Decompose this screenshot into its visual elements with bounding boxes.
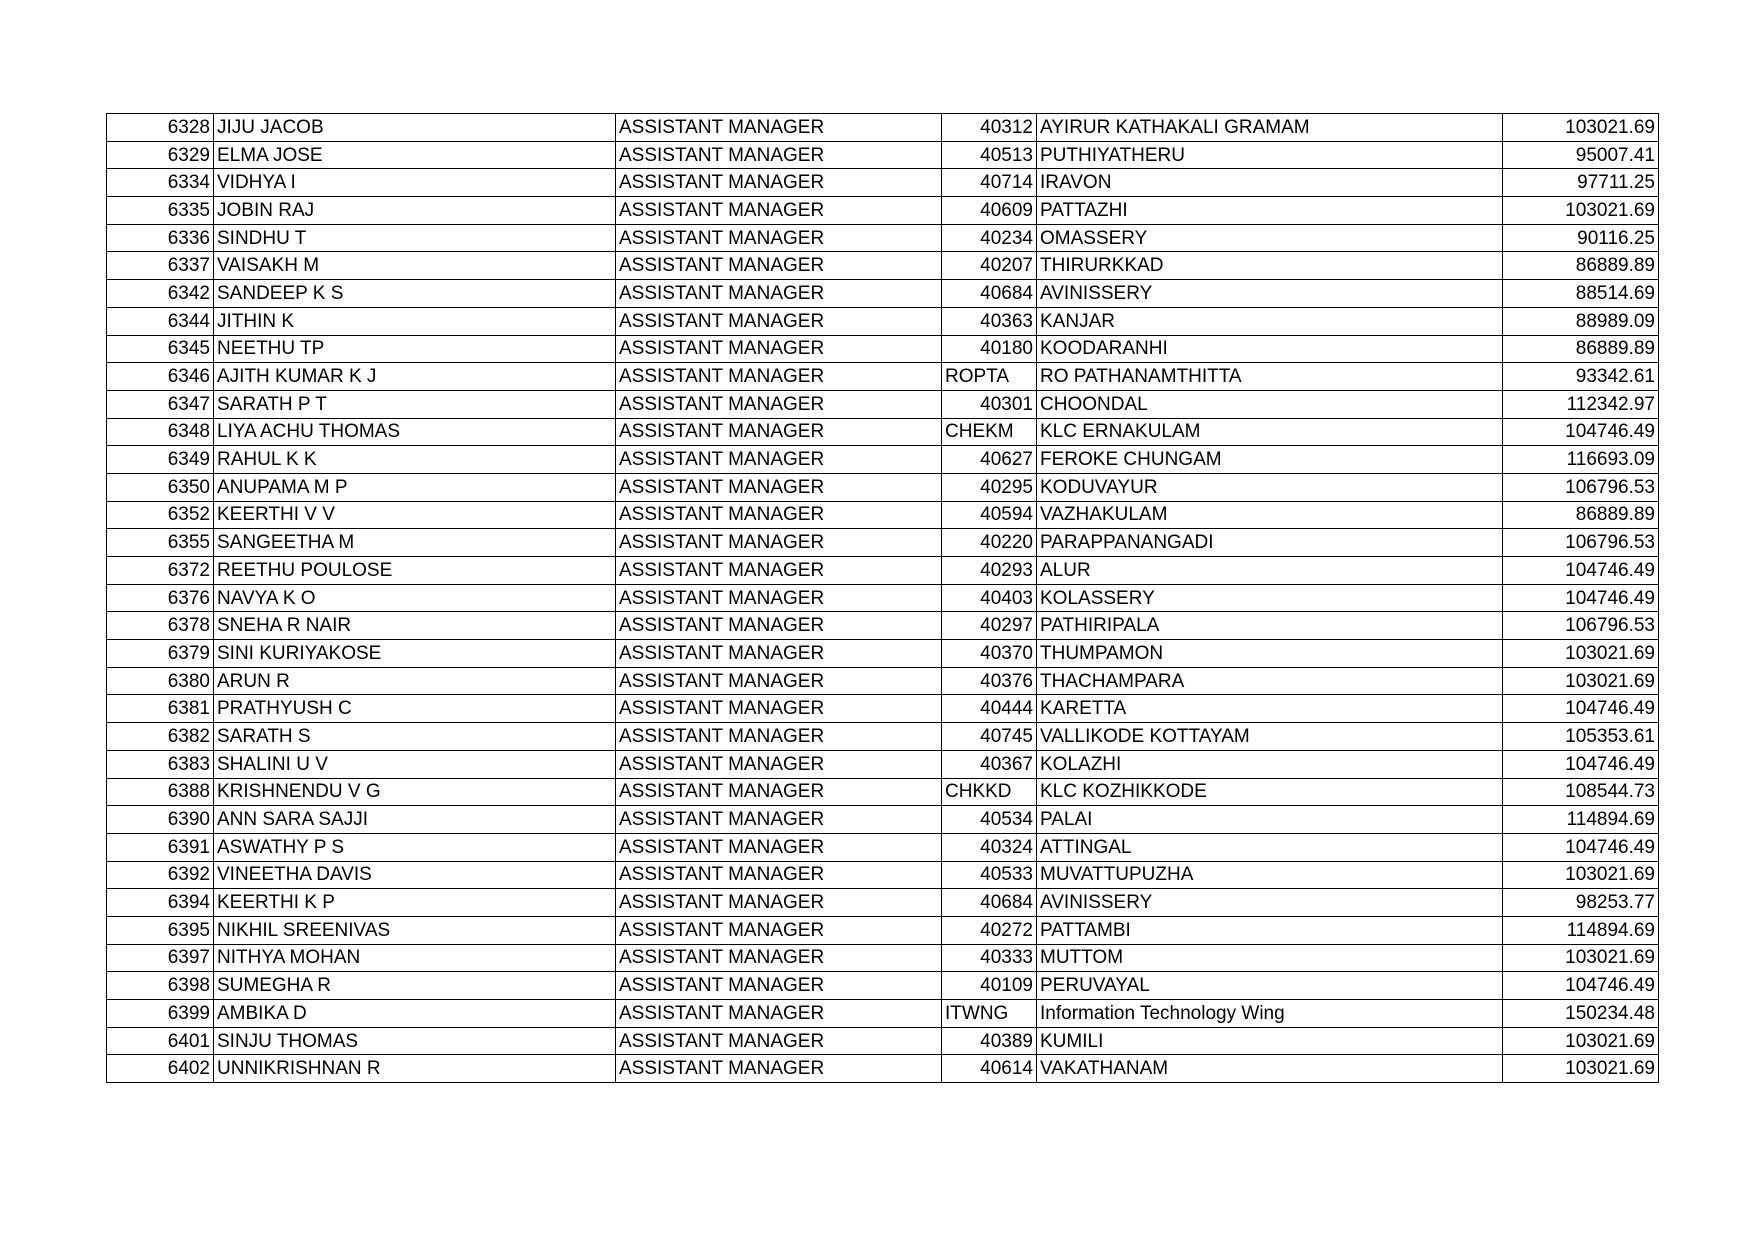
office-code-cell: 40534 xyxy=(942,806,1037,834)
table-row xyxy=(107,114,1659,142)
amount-cell: 104746.49 xyxy=(1503,750,1659,778)
office-name-cell: KUMILI xyxy=(1037,1027,1503,1055)
designation-cell: ASSISTANT MANAGER xyxy=(616,833,942,861)
office-code-cell: 40684 xyxy=(942,889,1037,917)
employee-id-cell: 6401 xyxy=(107,1027,214,1055)
employee-name-cell: SINI KURIYAKOSE xyxy=(214,640,616,668)
amount-cell: 103021.69 xyxy=(1503,640,1659,668)
employee-name-cell: KEERTHI V V xyxy=(214,501,616,529)
designation-cell: ASSISTANT MANAGER xyxy=(616,335,942,363)
office-code-cell: 40614 xyxy=(942,1055,1037,1083)
designation-cell: ASSISTANT MANAGER xyxy=(616,224,942,252)
office-name-cell: VALLIKODE KOTTAYAM xyxy=(1037,723,1503,751)
employee-name-cell: UNNIKRISHNAN R xyxy=(214,1055,616,1083)
office-code-cell: 40627 xyxy=(942,446,1037,474)
employee-name-cell: SANDEEP K S xyxy=(214,280,616,308)
designation-cell: ASSISTANT MANAGER xyxy=(616,612,942,640)
table-row xyxy=(107,197,1659,225)
table-row xyxy=(107,529,1659,557)
office-name-cell: KLC KOZHIKKODE xyxy=(1037,778,1503,806)
amount-cell: 112342.97 xyxy=(1503,390,1659,418)
designation-cell: ASSISTANT MANAGER xyxy=(616,1027,942,1055)
table-row xyxy=(107,806,1659,834)
employee-name-cell: JITHIN K xyxy=(214,307,616,335)
table-row xyxy=(107,473,1659,501)
amount-cell: 103021.69 xyxy=(1503,667,1659,695)
designation-cell: ASSISTANT MANAGER xyxy=(616,667,942,695)
amount-cell: 104746.49 xyxy=(1503,584,1659,612)
office-name-cell: VAZHAKULAM xyxy=(1037,501,1503,529)
amount-cell: 86889.89 xyxy=(1503,335,1659,363)
office-name-cell: KOLASSERY xyxy=(1037,584,1503,612)
employee-name-cell: LIYA ACHU THOMAS xyxy=(214,418,616,446)
employee-name-cell: SHALINI U V xyxy=(214,750,616,778)
amount-cell: 103021.69 xyxy=(1503,197,1659,225)
employee-name-cell: KEERTHI K P xyxy=(214,889,616,917)
amount-cell: 103021.69 xyxy=(1503,1027,1659,1055)
office-code-cell: 40367 xyxy=(942,750,1037,778)
office-name-cell: VAKATHANAM xyxy=(1037,1055,1503,1083)
employee-id-cell: 6328 xyxy=(107,114,214,142)
employee-id-cell: 6348 xyxy=(107,418,214,446)
office-code-cell: CHKKD xyxy=(942,778,1037,806)
employee-name-cell: ASWATHY P S xyxy=(214,833,616,861)
amount-cell: 104746.49 xyxy=(1503,557,1659,585)
designation-cell: ASSISTANT MANAGER xyxy=(616,944,942,972)
designation-cell: ASSISTANT MANAGER xyxy=(616,916,942,944)
office-name-cell: PATTAZHI xyxy=(1037,197,1503,225)
office-name-cell: THUMPAMON xyxy=(1037,640,1503,668)
employee-name-cell: NEETHU TP xyxy=(214,335,616,363)
amount-cell: 108544.73 xyxy=(1503,778,1659,806)
employee-id-cell: 6352 xyxy=(107,501,214,529)
employee-id-cell: 6395 xyxy=(107,916,214,944)
office-name-cell: PARAPPANANGADI xyxy=(1037,529,1503,557)
table-row xyxy=(107,224,1659,252)
office-name-cell: PALAI xyxy=(1037,806,1503,834)
office-name-cell: PATHIRIPALA xyxy=(1037,612,1503,640)
employee-id-cell: 6376 xyxy=(107,584,214,612)
designation-cell: ASSISTANT MANAGER xyxy=(616,114,942,142)
designation-cell: ASSISTANT MANAGER xyxy=(616,695,942,723)
employee-id-cell: 6372 xyxy=(107,557,214,585)
employee-id-cell: 6398 xyxy=(107,972,214,1000)
table-row xyxy=(107,944,1659,972)
employee-name-cell: VIDHYA I xyxy=(214,169,616,197)
employee-id-cell: 6344 xyxy=(107,307,214,335)
office-name-cell: KODUVAYUR xyxy=(1037,473,1503,501)
amount-cell: 103021.69 xyxy=(1503,1055,1659,1083)
employee-id-cell: 6337 xyxy=(107,252,214,280)
office-code-cell: 40297 xyxy=(942,612,1037,640)
employee-id-cell: 6383 xyxy=(107,750,214,778)
designation-cell: ASSISTANT MANAGER xyxy=(616,640,942,668)
office-code-cell: 40180 xyxy=(942,335,1037,363)
employee-table-body xyxy=(107,114,1659,1083)
office-code-cell: 40745 xyxy=(942,723,1037,751)
employee-id-cell: 6334 xyxy=(107,169,214,197)
table-row xyxy=(107,335,1659,363)
designation-cell: ASSISTANT MANAGER xyxy=(616,861,942,889)
designation-cell: ASSISTANT MANAGER xyxy=(616,806,942,834)
table-row xyxy=(107,446,1659,474)
amount-cell: 116693.09 xyxy=(1503,446,1659,474)
office-code-cell: 40609 xyxy=(942,197,1037,225)
employee-id-cell: 6329 xyxy=(107,141,214,169)
employee-name-cell: SANGEETHA M xyxy=(214,529,616,557)
amount-cell: 88989.09 xyxy=(1503,307,1659,335)
amount-cell: 90116.25 xyxy=(1503,224,1659,252)
office-name-cell: ALUR xyxy=(1037,557,1503,585)
employee-id-cell: 6378 xyxy=(107,612,214,640)
designation-cell: ASSISTANT MANAGER xyxy=(616,972,942,1000)
designation-cell: ASSISTANT MANAGER xyxy=(616,446,942,474)
amount-cell: 103021.69 xyxy=(1503,944,1659,972)
employee-name-cell: JIJU JACOB xyxy=(214,114,616,142)
employee-id-cell: 6350 xyxy=(107,473,214,501)
employee-name-cell: ARUN R xyxy=(214,667,616,695)
office-name-cell: KLC ERNAKULAM xyxy=(1037,418,1503,446)
amount-cell: 114894.69 xyxy=(1503,916,1659,944)
designation-cell: ASSISTANT MANAGER xyxy=(616,529,942,557)
office-name-cell: CHOONDAL xyxy=(1037,390,1503,418)
employee-id-cell: 6402 xyxy=(107,1055,214,1083)
employee-name-cell: VAISAKH M xyxy=(214,252,616,280)
employee-name-cell: ANN SARA SAJJI xyxy=(214,806,616,834)
office-code-cell: 40272 xyxy=(942,916,1037,944)
designation-cell: ASSISTANT MANAGER xyxy=(616,778,942,806)
table-row xyxy=(107,833,1659,861)
office-code-cell: ITWNG xyxy=(942,1000,1037,1028)
office-code-cell: 40533 xyxy=(942,861,1037,889)
employee-name-cell: JOBIN RAJ xyxy=(214,197,616,225)
table-row xyxy=(107,390,1659,418)
office-code-cell: 40234 xyxy=(942,224,1037,252)
amount-cell: 105353.61 xyxy=(1503,723,1659,751)
designation-cell: ASSISTANT MANAGER xyxy=(616,750,942,778)
office-name-cell: AVINISSERY xyxy=(1037,889,1503,917)
employee-name-cell: KRISHNENDU V G xyxy=(214,778,616,806)
amount-cell: 88514.69 xyxy=(1503,280,1659,308)
amount-cell: 106796.53 xyxy=(1503,529,1659,557)
employee-id-cell: 6349 xyxy=(107,446,214,474)
employee-name-cell: SINJU THOMAS xyxy=(214,1027,616,1055)
office-code-cell: 40370 xyxy=(942,640,1037,668)
employee-name-cell: REETHU POULOSE xyxy=(214,557,616,585)
table-row xyxy=(107,141,1659,169)
table-row xyxy=(107,916,1659,944)
employee-id-cell: 6397 xyxy=(107,944,214,972)
office-code-cell: 40513 xyxy=(942,141,1037,169)
office-code-cell: 40220 xyxy=(942,529,1037,557)
table-row xyxy=(107,1055,1659,1083)
employee-name-cell: RAHUL K K xyxy=(214,446,616,474)
employee-name-cell: SARATH S xyxy=(214,723,616,751)
table-row xyxy=(107,861,1659,889)
office-name-cell: IRAVON xyxy=(1037,169,1503,197)
office-code-cell: 40324 xyxy=(942,833,1037,861)
office-code-cell: 40109 xyxy=(942,972,1037,1000)
office-code-cell: 40301 xyxy=(942,390,1037,418)
employee-id-cell: 6342 xyxy=(107,280,214,308)
office-name-cell: Information Technology Wing xyxy=(1037,1000,1503,1028)
designation-cell: ASSISTANT MANAGER xyxy=(616,1055,942,1083)
employee-name-cell: AJITH KUMAR K J xyxy=(214,363,616,391)
office-name-cell: KANJAR xyxy=(1037,307,1503,335)
amount-cell: 98253.77 xyxy=(1503,889,1659,917)
designation-cell: ASSISTANT MANAGER xyxy=(616,723,942,751)
amount-cell: 95007.41 xyxy=(1503,141,1659,169)
office-name-cell: AVINISSERY xyxy=(1037,280,1503,308)
office-code-cell: 40594 xyxy=(942,501,1037,529)
table-row xyxy=(107,280,1659,308)
employee-id-cell: 6382 xyxy=(107,723,214,751)
employee-name-cell: ELMA JOSE xyxy=(214,141,616,169)
employee-name-cell: ANUPAMA M P xyxy=(214,473,616,501)
employee-name-cell: NITHYA MOHAN xyxy=(214,944,616,972)
amount-cell: 104746.49 xyxy=(1503,418,1659,446)
employee-id-cell: 6392 xyxy=(107,861,214,889)
office-code-cell: 40363 xyxy=(942,307,1037,335)
employee-id-cell: 6390 xyxy=(107,806,214,834)
table-row xyxy=(107,612,1659,640)
office-name-cell: PUTHIYATHERU xyxy=(1037,141,1503,169)
employee-id-cell: 6336 xyxy=(107,224,214,252)
table-row xyxy=(107,252,1659,280)
table-row xyxy=(107,723,1659,751)
table-row xyxy=(107,640,1659,668)
office-code-cell: 40684 xyxy=(942,280,1037,308)
designation-cell: ASSISTANT MANAGER xyxy=(616,169,942,197)
table-row xyxy=(107,695,1659,723)
employee-id-cell: 6335 xyxy=(107,197,214,225)
office-name-cell: MUVATTUPUZHA xyxy=(1037,861,1503,889)
office-code-cell: 40293 xyxy=(942,557,1037,585)
table-row xyxy=(107,1027,1659,1055)
table-row xyxy=(107,889,1659,917)
designation-cell: ASSISTANT MANAGER xyxy=(616,584,942,612)
office-code-cell: 40295 xyxy=(942,473,1037,501)
amount-cell: 104746.49 xyxy=(1503,972,1659,1000)
amount-cell: 104746.49 xyxy=(1503,695,1659,723)
office-name-cell: ATTINGAL xyxy=(1037,833,1503,861)
amount-cell: 103021.69 xyxy=(1503,114,1659,142)
employee-id-cell: 6379 xyxy=(107,640,214,668)
office-code-cell: 40403 xyxy=(942,584,1037,612)
table-row xyxy=(107,584,1659,612)
designation-cell: ASSISTANT MANAGER xyxy=(616,501,942,529)
employee-id-cell: 6346 xyxy=(107,363,214,391)
amount-cell: 97711.25 xyxy=(1503,169,1659,197)
designation-cell: ASSISTANT MANAGER xyxy=(616,390,942,418)
office-code-cell: 40312 xyxy=(942,114,1037,142)
amount-cell: 106796.53 xyxy=(1503,473,1659,501)
table-row xyxy=(107,169,1659,197)
office-name-cell: FEROKE CHUNGAM xyxy=(1037,446,1503,474)
employee-id-cell: 6388 xyxy=(107,778,214,806)
office-code-cell: 40444 xyxy=(942,695,1037,723)
designation-cell: ASSISTANT MANAGER xyxy=(616,280,942,308)
office-name-cell: RO PATHANAMTHITTA xyxy=(1037,363,1503,391)
amount-cell: 150234.48 xyxy=(1503,1000,1659,1028)
employee-name-cell: NAVYA K O xyxy=(214,584,616,612)
employee-table xyxy=(106,113,1659,1083)
office-name-cell: THACHAMPARA xyxy=(1037,667,1503,695)
office-code-cell: 40376 xyxy=(942,667,1037,695)
table-row xyxy=(107,363,1659,391)
employee-id-cell: 6391 xyxy=(107,833,214,861)
employee-id-cell: 6355 xyxy=(107,529,214,557)
employee-id-cell: 6381 xyxy=(107,695,214,723)
designation-cell: ASSISTANT MANAGER xyxy=(616,557,942,585)
amount-cell: 93342.61 xyxy=(1503,363,1659,391)
office-name-cell: KARETTA xyxy=(1037,695,1503,723)
employee-id-cell: 6347 xyxy=(107,390,214,418)
office-name-cell: OMASSERY xyxy=(1037,224,1503,252)
office-name-cell: THIRURKKAD xyxy=(1037,252,1503,280)
designation-cell: ASSISTANT MANAGER xyxy=(616,418,942,446)
employee-id-cell: 6380 xyxy=(107,667,214,695)
designation-cell: ASSISTANT MANAGER xyxy=(616,1000,942,1028)
amount-cell: 86889.89 xyxy=(1503,252,1659,280)
employee-id-cell: 6399 xyxy=(107,1000,214,1028)
employee-name-cell: AMBIKA D xyxy=(214,1000,616,1028)
table-row xyxy=(107,307,1659,335)
amount-cell: 114894.69 xyxy=(1503,806,1659,834)
office-code-cell: ROPTA xyxy=(942,363,1037,391)
office-code-cell: CHEKM xyxy=(942,418,1037,446)
amount-cell: 103021.69 xyxy=(1503,861,1659,889)
designation-cell: ASSISTANT MANAGER xyxy=(616,473,942,501)
office-name-cell: PATTAMBI xyxy=(1037,916,1503,944)
office-name-cell: KOODARANHI xyxy=(1037,335,1503,363)
employee-name-cell: VINEETHA DAVIS xyxy=(214,861,616,889)
amount-cell: 104746.49 xyxy=(1503,833,1659,861)
table-row xyxy=(107,418,1659,446)
amount-cell: 86889.89 xyxy=(1503,501,1659,529)
designation-cell: ASSISTANT MANAGER xyxy=(616,889,942,917)
designation-cell: ASSISTANT MANAGER xyxy=(616,307,942,335)
table-row xyxy=(107,557,1659,585)
table-row xyxy=(107,750,1659,778)
office-name-cell: MUTTOM xyxy=(1037,944,1503,972)
employee-id-cell: 6394 xyxy=(107,889,214,917)
employee-name-cell: NIKHIL SREENIVAS xyxy=(214,916,616,944)
office-code-cell: 40333 xyxy=(942,944,1037,972)
employee-id-cell: 6345 xyxy=(107,335,214,363)
office-code-cell: 40207 xyxy=(942,252,1037,280)
employee-name-cell: SNEHA R NAIR xyxy=(214,612,616,640)
table-row xyxy=(107,1000,1659,1028)
amount-cell: 106796.53 xyxy=(1503,612,1659,640)
designation-cell: ASSISTANT MANAGER xyxy=(616,363,942,391)
office-name-cell: PERUVAYAL xyxy=(1037,972,1503,1000)
designation-cell: ASSISTANT MANAGER xyxy=(616,141,942,169)
designation-cell: ASSISTANT MANAGER xyxy=(616,252,942,280)
office-code-cell: 40389 xyxy=(942,1027,1037,1055)
table-row xyxy=(107,667,1659,695)
table-row xyxy=(107,501,1659,529)
office-code-cell: 40714 xyxy=(942,169,1037,197)
office-name-cell: KOLAZHI xyxy=(1037,750,1503,778)
table-row xyxy=(107,972,1659,1000)
office-name-cell: AYIRUR KATHAKALI GRAMAM xyxy=(1037,114,1503,142)
designation-cell: ASSISTANT MANAGER xyxy=(616,197,942,225)
employee-name-cell: SARATH P T xyxy=(214,390,616,418)
employee-name-cell: PRATHYUSH C xyxy=(214,695,616,723)
employee-name-cell: SUMEGHA R xyxy=(214,972,616,1000)
employee-name-cell: SINDHU T xyxy=(214,224,616,252)
table-row xyxy=(107,778,1659,806)
